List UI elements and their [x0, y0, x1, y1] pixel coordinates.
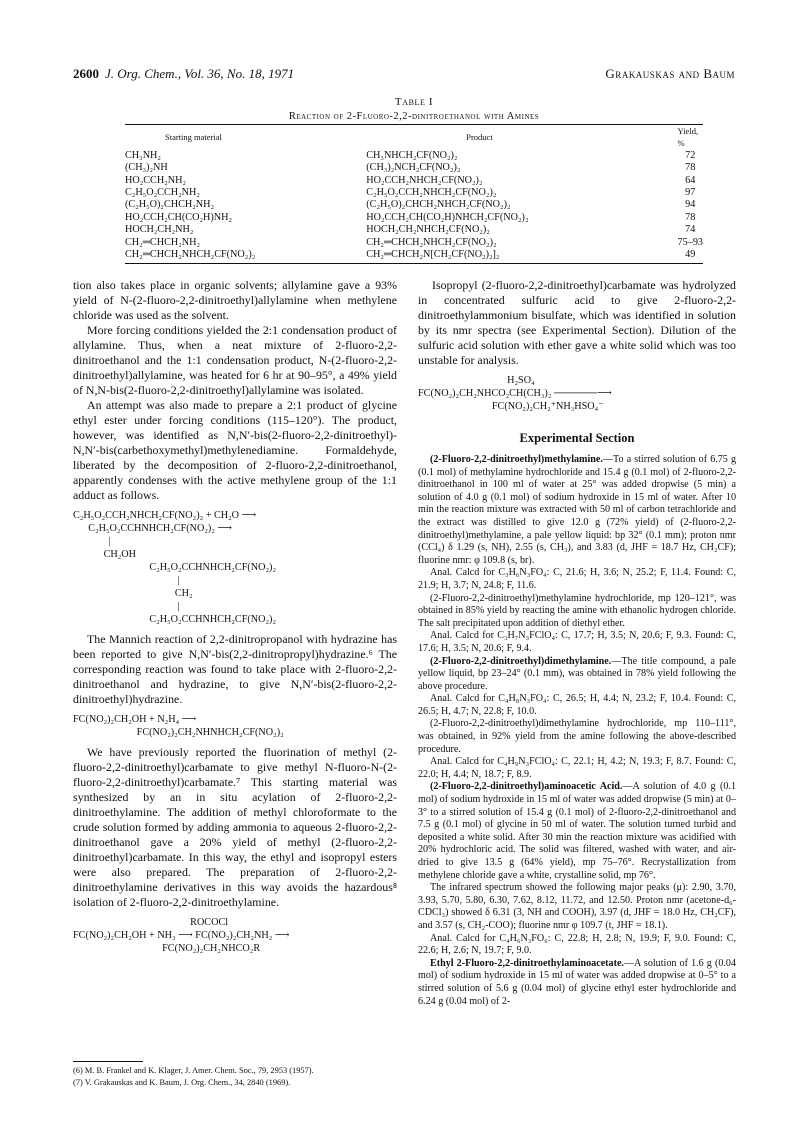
procedure-text: —To a stirred solution of 6.75 g (0.1 mol) of methylamine hydrochloride and 15.4 g (0.1 mol) of 2-fluoro-2,2-dinitroethanol in 100 ml of water at 25° was added dropwise (5 min) a solution of 4.0 g (0.1 mol) of sodium hydroxide in 15 ml of water. After 10 min the reaction mixture was extracted with 50 ml of carbon tetrachloride and the extract was distilled to give 12.0 g (72% yield) of (2-fluoro-2,2-dinitroethyl)methylamine, a pale yellow liquid: bp 32° (0.1 mm); proton nmr (CCl₄) δ 1.29 (s, NH), 2.55 (s, CH₃), and 3.83 (d, JHF = 18.7 Hz, CH₂CF); fluorine nmr: φ 109.8 (s, br). — [418, 454, 736, 566]
table-header-row — [125, 125, 703, 150]
cell-product: HOCH₂CH₂NHCH₂CF(NO₂)₂ — [366, 224, 490, 236]
equation-hydrolysis: H₂SO₄ FC(NO₂)₂CH₂NHCO₂CH(CH₃)₂ ──────⟶ FC(NO₂)₂CH₂⁺NH₃HSO₄⁻ — [418, 375, 612, 412]
table-caption: Reaction of 2-Fluoro-2,2-dinitroethanol with Amines — [288, 111, 540, 122]
col-header-starting-material: Starting material — [165, 132, 222, 143]
equation-carbamate: ROCOCl FC(NO₂)₂CH₂OH + NH₃ ⟶ FC(NO₂)₂CH₂NH₂ ⟶ FC(NO₂)₂CH₂NHCO₂R — [73, 917, 290, 954]
cell-yield: 78 — [685, 162, 696, 174]
cell-starting-material: (CH₃)₂NH — [125, 162, 168, 174]
cell-starting-material: CH₂═CHCH₂NH₂ — [125, 236, 201, 248]
table-body — [125, 125, 703, 261]
footnote-7: (7) V. Grakauskas and K. Baum, J. Org. Chem., 34, 2840 (1969). — [73, 1078, 291, 1087]
cell-product: C₂H₅O₂CCH₂NHCH₂CF(NO₂)₂ — [366, 187, 497, 199]
paragraph: More forcing conditions yielded the 2:1 condensation product of allylamine. Thus, when a neat mixture of 2-fluoro-2,2-dinitroethanol and the 1:1 condensation product, N-(2-fluoro-2,2-dinitroethyl)allylamine, was heated for 6 hr at 90–95°, a 49% yield of N,N-bis(2-fluoro-2,2-dinitroethyl)allylamine was isolated. — [73, 323, 397, 397]
cell-yield: 97 — [685, 187, 696, 199]
cell-starting-material: HOCH₂CH₂NH₂ — [125, 224, 194, 236]
cell-starting-material: CH₃NH₂ — [125, 149, 161, 161]
cell-yield: 72 — [685, 149, 696, 161]
table-row — [125, 237, 703, 249]
table-row — [125, 249, 703, 261]
journal-citation: J. Org. Chem., Vol. 36, No. 18, 1971 — [105, 66, 295, 81]
paragraph: tion also takes place in organic solvents; allylamine gave a 93% yield of N-(2-fluoro-2,2-dinitroethyl)allylamine when methylene chloride was used as the solvent. — [73, 278, 397, 322]
col-header-product: Product — [466, 132, 493, 143]
procedure-text: —The title compound, a pale yellow liquid, bp 23–24° (0.1 mm), was obtained in 78% yield following the above procedure. — [418, 655, 736, 692]
procedure-text: —A solution of 4.0 g (0.1 mol) of sodium hydroxide in 15 ml of water was added dropwise (5 min) at 0–3° to a stirred solution of 15.4 g (0.1 mol) of 2-fluoro-2,2-dinitroethanol and 7.5 g (0.1 mol) of glycine in 50 ml of water. The solution turned turbid and deposited a white solid. After 30 min the reaction mixture was acidified with 20% hydrochloric acid. The solid was filtered, washed with water, and air-dried to give 13.5 g (64% yield), mp 75–76°. Recrystallization from methylene chloride gave a white, crystalline solid, mp 76°. — [418, 781, 736, 881]
paragraph: The Mannich reaction of 2,2-dinitropropanol with hydrazine has been reported to give N,N′-bis(2,2-dinitropropyl)hydrazine.⁶ The corresponding reaction was found to take place with 2-fluoro-2,2-dinitroethanol and hydrazine, to give N,N′-bis(2-fluoro-2,2-dinitroethyl)hydrazine. — [73, 632, 397, 706]
table-row — [125, 150, 703, 162]
table-row — [125, 187, 703, 199]
compound-heading: (2-Fluoro-2,2-dinitroethyl)aminoacetic Acid. — [430, 781, 623, 793]
left-column — [73, 278, 397, 961]
cell-product: (C₂H₅O)₂CHCH₂NHCH₂CF(NO₂)₂ — [366, 199, 511, 211]
cell-starting-material: C₂H₅O₂CCH₂NH₂ — [125, 187, 200, 199]
equation-hydrazine: FC(NO₂)₂CH₂OH + N₂H₄ ⟶ FC(NO₂)₂CH₂NHNHCH₂CF(NO₂)₂ — [73, 714, 284, 738]
analysis-line: Anal. Calcd for C₃H₆N₃FO₄: C, 21.6; H, 3.6; N, 25.2; F, 11.4. Found: C, 21.9; H, 3.7; N, 24.8; F, 11.6. — [418, 567, 736, 591]
cell-yield: 64 — [685, 174, 696, 186]
compound-heading: (2-Fluoro-2,2-dinitroethyl)methylamine. — [430, 454, 603, 465]
table-title: Table I — [394, 96, 434, 108]
cell-starting-material: HO₂CCH₂NH₂ — [125, 174, 187, 186]
cell-product: HO₂CCH₂CH(CO₂H)NHCH₂CF(NO₂)₂ — [366, 211, 529, 223]
cell-product: CH₂═CHCH₂NHCH₂CF(NO₂)₂ — [366, 236, 497, 248]
analysis-line: Anal. Calcd for C₄H₈N₃FO₄: C, 26.5; H, 4.4; N, 23.2; F, 10.4. Found: C, 26.5; H, 4.7; N, 22.8; F, 10.0. — [418, 693, 736, 717]
footnotes — [73, 1061, 397, 1089]
col-header-yield: Yield, % — [677, 126, 699, 149]
paragraph: An attempt was also made to prepare a 2:1 product of glycine ethyl ester under forcing conditions (115–120°). The product, however, was identified as N,N′-bis(2-fluoro-2,2-dinitroethyl)-N,N′-bis(carbethoxymethyl)methylenediamine. Formaldehyde, liberated by the decomposition of 2-fluoro-2,2-dinitroethanol, apparently condenses with the active methylene group of the 1:1 adduct as follows. — [73, 398, 397, 502]
experimental-text — [418, 454, 736, 1008]
paragraph: We have previously reported the fluorination of methyl (2-fluoro-2,2-dinitroethyl)carbamate to give methyl N-fluoro-N-(2-fluoro-2,2-dinitroethyl)carbamate.⁷ This starting material was synthesized by an in situ acylation of 2-fluoro-2,2-dinitroethylamine. The addition of methyl chloroformate to the crude solution formed by adding ammonia to aqueous 2-fluoro-2,2-dinitroethanol gave a 20% yield of methyl (2-fluoro-2,2-dinitroethyl)carbamate. In this way, the ethyl and isopropyl esters were also prepared. The preparation of 2-fluoro-2,2-dinitroethylamine derivatives in this way avoids the hazardous⁸ isolation of 2-fluoro-2,2-dinitroethylamine. — [73, 745, 397, 909]
section-heading-experimental: Experimental Section — [519, 431, 635, 445]
experimental-paragraph: (2-Fluoro-2,2-dinitroethyl)methylamine hydrochloride, mp 120–121°, was obtained in 85% yield by reacting the amine with ethanolic hydrogen chloride. The salt precipitated upon addition of diethyl ether. — [418, 592, 736, 629]
cell-starting-material: HO₂CCH₂CH(CO₂H)NH₂ — [125, 211, 233, 223]
experimental-paragraph — [418, 454, 736, 567]
table-row — [125, 199, 703, 211]
experimental-paragraph: (2-Fluoro-2,2-dinitroethyl)dimethylamine hydrochloride, mp 110–111°, was obtained, in 92% yield from the amine following the above-described procedure. — [418, 718, 736, 755]
compound-heading: Ethyl 2-Fluoro-2,2-dinitroethylaminoacetate. — [430, 957, 624, 969]
table-1 — [125, 96, 703, 264]
header-left — [73, 66, 294, 82]
cell-product: HO₂CCH₂NHCH₂CF(NO₂)₂ — [366, 174, 483, 186]
table-row — [125, 212, 703, 224]
paragraph: Isopropyl (2-fluoro-2,2-dinitroethyl)carbamate was hydrolyzed in concentrated sulfuric acid to give 2-fluoro-2,2-dinitroethylammonium bisulfate, which was identified in solution by its nmr spectra (see Experimental Section). Dilution of the sulfuric acid solution with ether gave a white solid which was too unstable for analysis. — [418, 278, 736, 367]
cell-yield: 94 — [685, 199, 696, 211]
experimental-paragraph — [418, 656, 736, 694]
table-row — [125, 175, 703, 187]
cell-yield: 78 — [685, 211, 696, 223]
equation-formaldehyde-condensation: C₂H₅O₂CCH₂NHCH₂CF(NO₂)₂ + CH₂O ⟶ C₂H₅O₂CCHNHCH₂CF(NO₂)₂ ⟶ | CH₂OH C₂H₅O₂CCHNHCH₂CF(NO₂)₂ | CH₂ | C₂H₅O₂CCHNHCH₂CF(NO₂)₂ — [73, 510, 276, 625]
cell-product: (CH₃)₂NCH₂CF(NO₂)₂ — [366, 162, 461, 174]
table-bottom-rule — [125, 263, 703, 264]
procedure-text: —A solution of 1.6 g (0.04 mol) of sodium hydroxide in 15 ml of water was added dropwise at 0–5° to a stirred solution of 5.6 g (0.04 mol) of glycine ethyl ester hydrochloride and 6.24 g (0.04 mol) of 2- — [418, 957, 736, 1007]
table-row — [125, 162, 703, 174]
analysis-line: Anal. Calcd for C₄H₉N₃FClO₄: C, 22.1; H, 4.2; N, 19.3; F, 8.7. Found: C, 22.0; H, 4.4; N, 18.7; F, 8.9. — [418, 756, 736, 780]
cell-starting-material: (C₂H₅O)₂CHCH₂NH₂ — [125, 199, 215, 211]
compound-heading: (2-Fluoro-2,2-dinitroethyl)dimethylamine. — [430, 655, 612, 667]
analysis-line: Anal. Calcd for C₃H₇N₃FClO₄: C, 17.7; H, 3.5; N, 20.6; F, 9.3. Found: C, 17.6; H, 3.5; N, 20.6; F, 9.4. — [418, 630, 736, 654]
cell-yield: 75–93 — [677, 236, 703, 248]
header-authors: Grakauskas and Baum — [605, 66, 735, 81]
footnote-6: (6) M. B. Frankel and K. Klager, J. Amer. Chem. Soc., 79, 2953 (1957). — [73, 1066, 314, 1075]
cell-product: CH₃NHCH₂CF(NO₂)₂ — [366, 149, 458, 161]
table-row — [125, 224, 703, 236]
page-number: 2600 — [73, 66, 99, 81]
experimental-paragraph: The infrared spectrum showed the following major peaks (μ): 2.90, 3.70, 3.93, 5.70, 5.80, 6.30, 7.62, 8.12, 11.72, and 12.50. Proton nmr (acetone-d₆-CDCl₃) showed δ 6.31 (3, NH and COOH), 3.97 (d, JHF = 18.0 Hz, CH₂CF), and 3.57 (s, CH₂-COO); fluorine nmr φ 109.7 (t, JHF = 18.1). — [418, 882, 736, 931]
cell-yield: 49 — [685, 249, 696, 261]
right-column — [418, 278, 736, 1008]
footnote-rule — [73, 1061, 143, 1062]
cell-yield: 74 — [685, 224, 696, 236]
experimental-paragraph — [418, 958, 736, 1008]
cell-product: CH₂═CHCH₂N[CH₂CF(NO₂)₂]₂ — [366, 249, 500, 261]
experimental-paragraph — [418, 781, 736, 882]
analysis-line: Anal. Calcd for C₄H₆N₃FO₆: C, 22.8; H, 2.8; N, 19.9; F, 9.0. Found: C, 22.6; H, 2.6; N, 19.7; F, 9.0. — [418, 932, 736, 957]
cell-starting-material: CH₂═CHCH₂NHCH₂CF(NO₂)₂ — [125, 249, 256, 261]
